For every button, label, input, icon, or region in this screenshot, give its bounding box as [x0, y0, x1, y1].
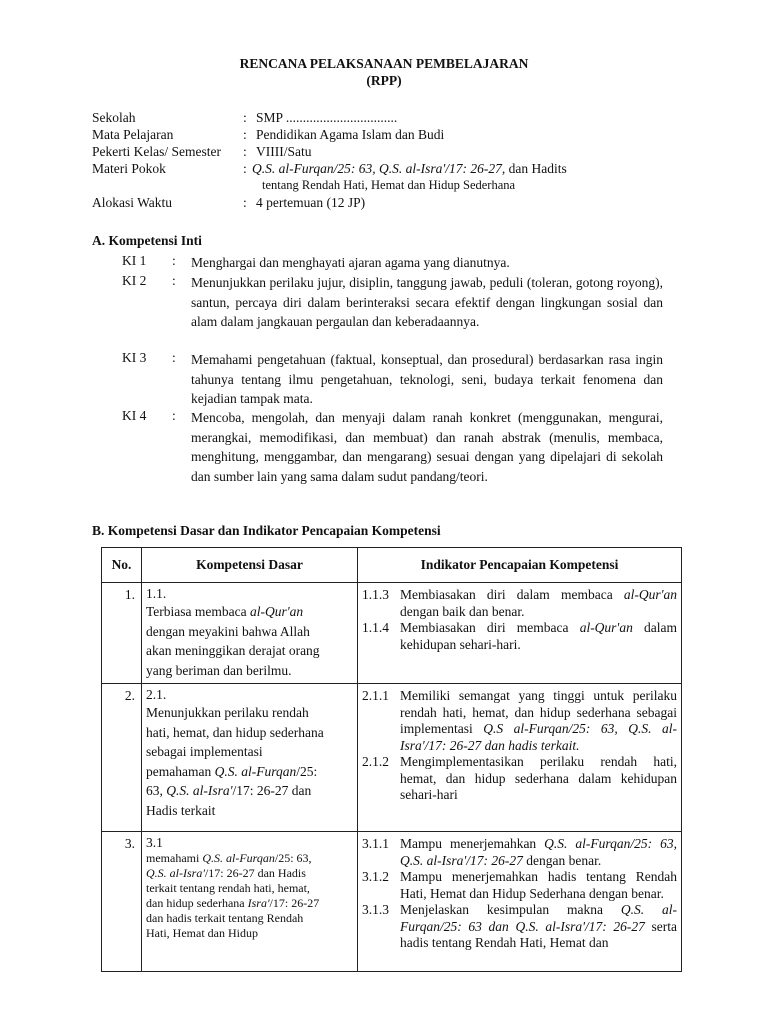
kompetensi-dasar-table	[101, 547, 682, 972]
indicator-item	[358, 587, 681, 620]
document-subtitle: (RPP)	[366, 73, 402, 88]
ki-label: KI 1	[122, 253, 147, 268]
kd-number: 2.1.	[146, 687, 167, 702]
row-number: 3.	[102, 832, 142, 972]
identity-label: Pekerti Kelas/ Semester	[92, 144, 221, 159]
indicator-item	[358, 754, 681, 804]
indicator-number: 2.1.1	[362, 688, 389, 703]
ki-colon: :	[172, 408, 176, 423]
header-indikator: Indikator Pencapaian Kompetensi	[358, 548, 682, 583]
identity-value: SMP .................................	[256, 110, 398, 125]
indicator-number: 2.1.2	[362, 754, 389, 769]
indicator-text: Mampu menerjemahkan Q.S. al-Furqan/25: 63, Q.S. al-Isra'/17: 26-27 dengan benar.	[400, 836, 677, 868]
indicator-number: 1.1.3	[362, 587, 389, 602]
kd-text: Menunjukkan perilaku rendah hati, hemat, dan hidup sederhana sebagai implementasi pemahaman Q.S. al-Furqan/25: 63, Q.S. al-Isra'/17: 26-27 dan Hadis terkait	[146, 705, 324, 818]
indicator-item	[358, 902, 681, 952]
identity-label: Alokasi Waktu	[92, 195, 173, 210]
indicator-text: Menjelaskan kesimpulan makna Q.S. al-Furqan/25: 63 dan Q.S. al-Isra'/17: 26-27 serta hadis tentang Rendah Hati, Hemat dan	[400, 902, 678, 950]
table-row	[102, 832, 682, 972]
indicator-number: 1.1.4	[362, 620, 389, 635]
ki-text: Menunjukkan perilaku jujur, disiplin, tanggung jawab, peduli (toleran, gotong royong), santun, percaya diri dalam berinteraksi secara efektif dengan lingkungan sosial dan alam dalam jangkauan pergaulan dan keberadaannya.	[191, 275, 663, 329]
materi-italic: Q.S. al-Furqan/25: 63, Q.S. al-Isra'/17: 26-27,	[252, 161, 506, 176]
ki-text: Menghargai dan menghayati ajaran agama yang dianutnya.	[191, 255, 510, 270]
kd-cell	[142, 684, 358, 832]
ki-colon: :	[172, 350, 176, 365]
identity-colon: :	[243, 195, 247, 210]
kd-text: memahami Q.S. al-Furqan/25: 63, Q.S. al-Isra'/17: 26-27 dan Hadis terkait tentang rendah hati, hemat, dan hidup sederhana Isra'/17: 26-27 dan hadis terkait tentang Rendah Hati, Hemat dan Hidup	[146, 851, 320, 940]
identity-continuation: tentang Rendah Hati, Hemat dan Hidup Sederhana	[262, 178, 516, 192]
document-title: RENCANA PELAKSANAAN PEMBELAJARAN	[239, 56, 529, 71]
identity-colon: :	[243, 110, 247, 125]
indicator-item	[358, 869, 681, 902]
indicator-text: Membiasakan diri membaca al-Qur'an dalam kehidupan sehari-hari.	[400, 620, 677, 652]
indicator-cell	[358, 684, 682, 832]
ki-text: Memahami pengetahuan (faktual, konseptual, dan prosedural) berdasarkan rasa ingin tahunya tentang ilmu pengetahuan, teknologi, seni, budaya terkait fenomena dan kejadian tampak mata.	[191, 352, 663, 406]
ki-text: Mencoba, mengolah, dan menyaji dalam ranah konkret (menggunakan, mengurai, merangkai, memodifikasi, dan membuat) dan ranah abstrak (menulis, membaca, menghitung, menggambar, dan mengarang) sesuai dengan yang dipelajari di sekolah dan sumber lain yang sama dalam sudut pandang/teori.	[191, 410, 663, 484]
indicator-number: 3.1.2	[362, 869, 389, 884]
indicator-text: Memiliki semangat yang tinggi untuk perilaku rendah hati, hemat, dan hidup sederhana sebagai implementasi Q.S al-Furqan/25: 63, Q.S. al-Isra'/17: 26-27 dan hadis terkait.	[400, 688, 677, 753]
identity-colon: :	[243, 144, 247, 159]
section-a-heading: A. Kompetensi Inti	[92, 233, 202, 248]
indicator-cell	[358, 832, 682, 972]
indicator-number: 3.1.1	[362, 836, 389, 851]
indicator-text: Mampu menerjemahkan hadis tentang Rendah Hati, Hemat dan Hidup Sederhana dengan benar.	[400, 869, 677, 901]
indicator-text: Membiasakan diri dalam membaca al-Qur'an dengan baik dan benar.	[400, 587, 677, 619]
identity-label: Sekolah	[92, 110, 136, 125]
table-header-row	[102, 548, 682, 583]
identity-value: 4 pertemuan (12 JP)	[256, 195, 366, 210]
ki-colon: :	[172, 273, 176, 288]
section-b-heading: B. Kompetensi Dasar dan Indikator Pencapaian Kompetensi	[92, 523, 441, 538]
indicator-text: Mengimplementasikan perilaku rendah hati, hemat, dan hidup sederhana dalam kehidupan sehari-hari	[400, 754, 677, 802]
identity-label: Materi Pokok	[92, 161, 166, 176]
indicator-item	[358, 836, 681, 869]
ki-label: KI 3	[122, 350, 147, 365]
indicator-cell	[358, 583, 682, 684]
kd-text: Terbiasa membaca al-Qur'an dengan meyakini bahwa Allah akan meninggikan derajat orang yang beriman dan berilmu.	[146, 604, 320, 678]
identity-colon: :	[243, 161, 247, 176]
kd-number: 1.1.	[146, 586, 167, 601]
indicator-item	[358, 688, 681, 754]
identity-colon: :	[243, 127, 247, 142]
identity-value: Pendidikan Agama Islam dan Budi	[256, 127, 445, 142]
ki-label: KI 4	[122, 408, 147, 423]
kd-cell	[142, 583, 358, 684]
row-number: 1.	[102, 583, 142, 684]
header-no: No.	[102, 548, 142, 583]
ki-label: KI 2	[122, 273, 147, 288]
kd-number: 3.1	[146, 835, 163, 850]
ki-colon: :	[172, 253, 176, 268]
identity-value: VIIII/Satu	[256, 144, 312, 159]
identity-value	[252, 161, 567, 177]
indicator-item	[358, 620, 681, 653]
materi-rest: dan Hadits	[505, 161, 567, 176]
identity-label: Mata Pelajaran	[92, 127, 174, 142]
kd-cell	[142, 832, 358, 972]
table-row	[102, 684, 682, 832]
row-number: 2.	[102, 684, 142, 832]
table-row	[102, 583, 682, 684]
indicator-number: 3.1.3	[362, 902, 389, 917]
header-kd: Kompetensi Dasar	[142, 548, 358, 583]
